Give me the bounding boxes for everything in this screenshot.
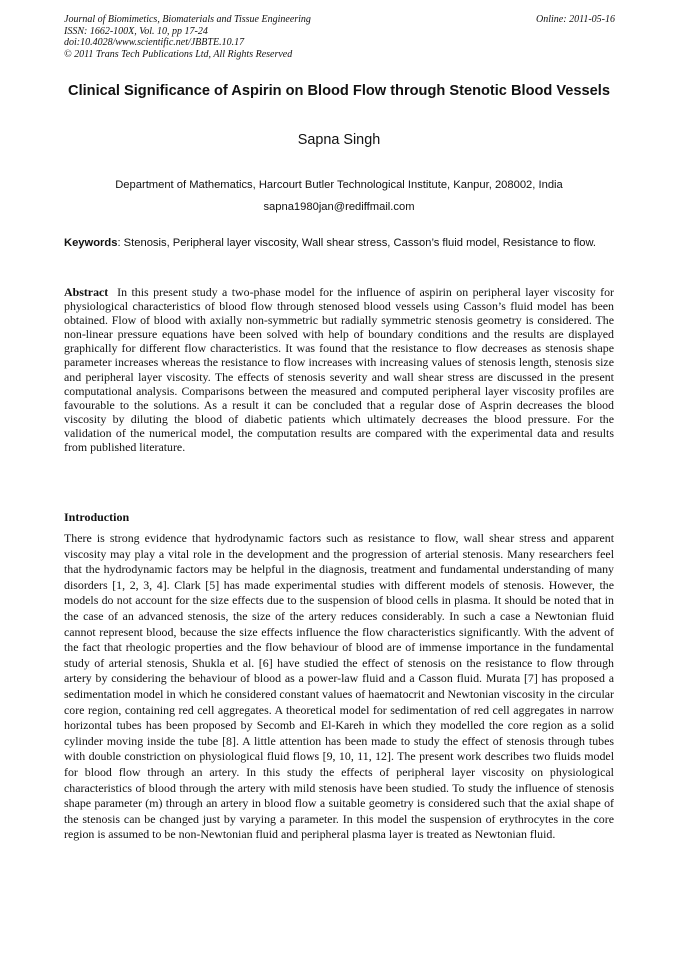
journal-copyright: © 2011 Trans Tech Publications Ltd, All Rights Reserved: [64, 48, 293, 60]
journal-header: [64, 14, 484, 60]
author-email: sapna1980jan@rediffmail.com: [263, 201, 415, 213]
journal-issn: ISSN: 1662-100X, Vol. 10, pp 17-24: [64, 25, 208, 37]
paper-title: Clinical Significance of Aspirin on Blood Flow through Stenotic Blood Vessels: [68, 83, 610, 99]
introduction-heading: Introduction: [64, 510, 130, 524]
journal-doi: doi:10.4028/www.scientific.net/JBBTE.10.17: [64, 37, 245, 48]
author-affiliation: Department of Mathematics, Harcourt Butler Technological Institute, Kanpur, 208002, India: [115, 179, 563, 191]
journal-name: Journal of Biomimetics, Biomaterials and Tissue Engineering: [64, 14, 311, 25]
keywords-text: : Stenosis, Peripheral layer viscosity, Wall shear stress, Casson’s fluid model, Resistance to flow.: [117, 237, 597, 249]
keywords-section: [64, 236, 614, 250]
introduction-text: There is strong evidence that hydrodynamic factors such as resistance to flow, wall shear stress and apparent viscosity may play a vital role in the development and the progression of arterial stenosis. Many researchers feel that the hydrodynamic factors may be helpful in the diagnosis, treatment and fundamental understanding of many disorders [1, 2, 3, 4]. Clark [5] has made experimental studies with different models of stenosis. However, the models do not account for the size effects due to the suspension of blood cells in plasma. It should be noted that in the case of an advanced stenosis, the size of the artery reduces considerably. In such a case a Newtonian fluid cannot represent blood, because the size effects influence the flow characteristics significantly. With the advent of the fact that rheologic properties and the flow behaviour of blood are of immense importance in the fundamental study of arterial stenosis, Shukla et al. [6] have studied the effect of stenosis on the resistance to flow through artery by considering the behaviour of blood as a power-law fluid and a Casson fluid. Murata [7] has proposed a sedimentation model in which he considered constant values of haematocrit and Newtonian viscosity in the circular core region, containing red cell aggregates. A theoretical model for sedimentation of red cell aggregates in narrow horizontal tubes has been proposed by Secomb and El-Kareh in which they modelled the core region as a solid cylinder moving inside the tube [8]. A little attention has been made to study the effect of stenosis through tubes with double constriction on physiological fluid flows [9, 10, 11, 12]. The present work describes two fluids model for blood flow through an artery. In this study the effects of peripheral layer viscosity on physiological characteristics of blood through the artery with mild stenosis have been studied. To study the influence of stenosis shape parameter (m) through an artery in blood flow a suitable geometry is considered such that the axial shape of the stenosis can be changed just by varying a parameter. In this model the suspension of erythrocytes in the core region is assumed to be non-Newtonian fluid and peripheral plasma layer is treated as Newtonian fluid.: [64, 531, 614, 842]
abstract-text: In this present study a two-phase model for the influence of aspirin on peripheral layer viscosity for physiological characteristics of blood flow through stenosed blood vessels using Casson’s fluid model has been obtained. Flow of blood with axially non-symmetric but radially symmetric stenosis geometry is considered. The non-linear pressure equations have been solved with help of boundary conditions and the results are displayed graphically for different flow characteristics. It was found that the resistance to flow decreases as stenosis shape parameter increases whereas the resistance to flow increases with increasing values of stenosis length, stenosis size and peripheral layer viscosity. The effects of stenosis severity and wall shear stress are discussed in the present computational analysis. Comparisons between the measured and computed peripheral layer viscosity profiles are favourable to the solutions. As a result it can be concluded that a regular dose of Asprin decreases the blood viscosity by diluting the blood of diabetic patients which ultimately decreases the blood pressure. For the validation of the numerical model, the computation results are compared with the experimental data and results from published literature.: [64, 285, 614, 455]
abstract-label: Abstract: [64, 285, 109, 299]
author-name: Sapna Singh: [297, 132, 381, 148]
keywords-label: Keywords: [64, 237, 118, 249]
abstract-section: [64, 285, 614, 454]
online-date: Online: 2011-05-16: [536, 14, 615, 25]
